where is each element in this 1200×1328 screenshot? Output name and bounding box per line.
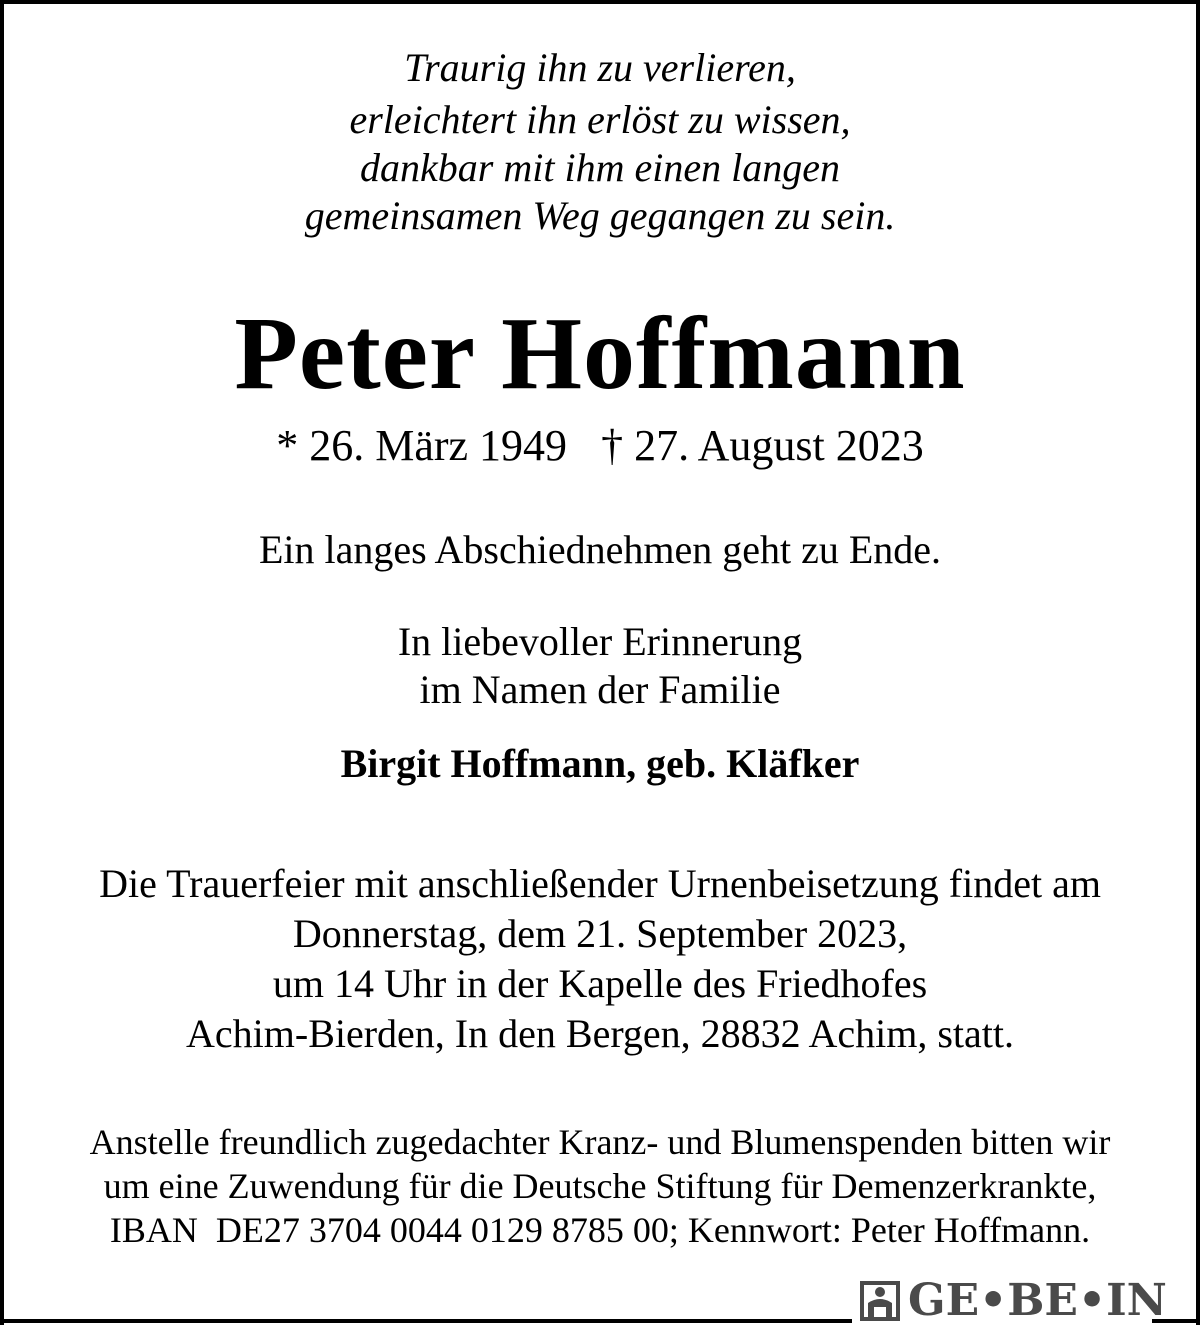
gebein-logo-text: GE•BE•IN: [908, 1275, 1167, 1326]
service-line-1: Die Trauerfeier mit anschließender Urnenbeisetzung findet am: [99, 861, 1101, 906]
remembrance-line-1: In liebevoller Erinnerung: [397, 619, 803, 664]
donation-line-3: IBAN DE27 3704 0044 0129 8785 00; Kennwort: Peter Hoffmann.: [109, 1210, 1091, 1250]
verse-line-2: erleichtert ihn erlöst zu wissen,: [349, 97, 851, 142]
donation-line-1: Anstelle freundlich zugedachter Kranz- und Blumenspenden bitten wir: [89, 1122, 1111, 1162]
verse-line-1: Traurig ihn zu verlieren,: [404, 45, 796, 90]
mourner-name: Birgit Hoffmann, geb. Kläfker: [340, 741, 860, 786]
gebein-logo-icon: [858, 1279, 902, 1323]
farewell-text: Ein langes Abschiednehmen geht zu Ende.: [258, 527, 942, 572]
service-line-2: Donnerstag, dem 21. September 2023,: [292, 911, 908, 956]
bottom-border-left: [0, 1319, 852, 1323]
life-dates: [0, 421, 1200, 470]
service-line-4: Achim-Bierden, In den Bergen, 28832 Achim, statt.: [186, 1011, 1014, 1056]
verse-line-4: gemeinsamen Weg gegangen zu sein.: [304, 193, 896, 238]
remembrance-line-2: im Namen der Familie: [419, 667, 781, 712]
death-date: † 27. August 2023: [601, 421, 924, 470]
deceased-name: Peter Hoffmann: [234, 296, 966, 411]
donation-line-2: um eine Zuwendung für die Deutsche Stiftung für Demenzerkrankte,: [103, 1166, 1097, 1206]
verse-line-3: dankbar mit ihm einen langen: [360, 145, 840, 190]
gebein-logo: [858, 1275, 1167, 1326]
birth-date: * 26. März 1949: [276, 421, 568, 470]
service-line-3: um 14 Uhr in der Kapelle des Friedhofes: [272, 961, 928, 1006]
